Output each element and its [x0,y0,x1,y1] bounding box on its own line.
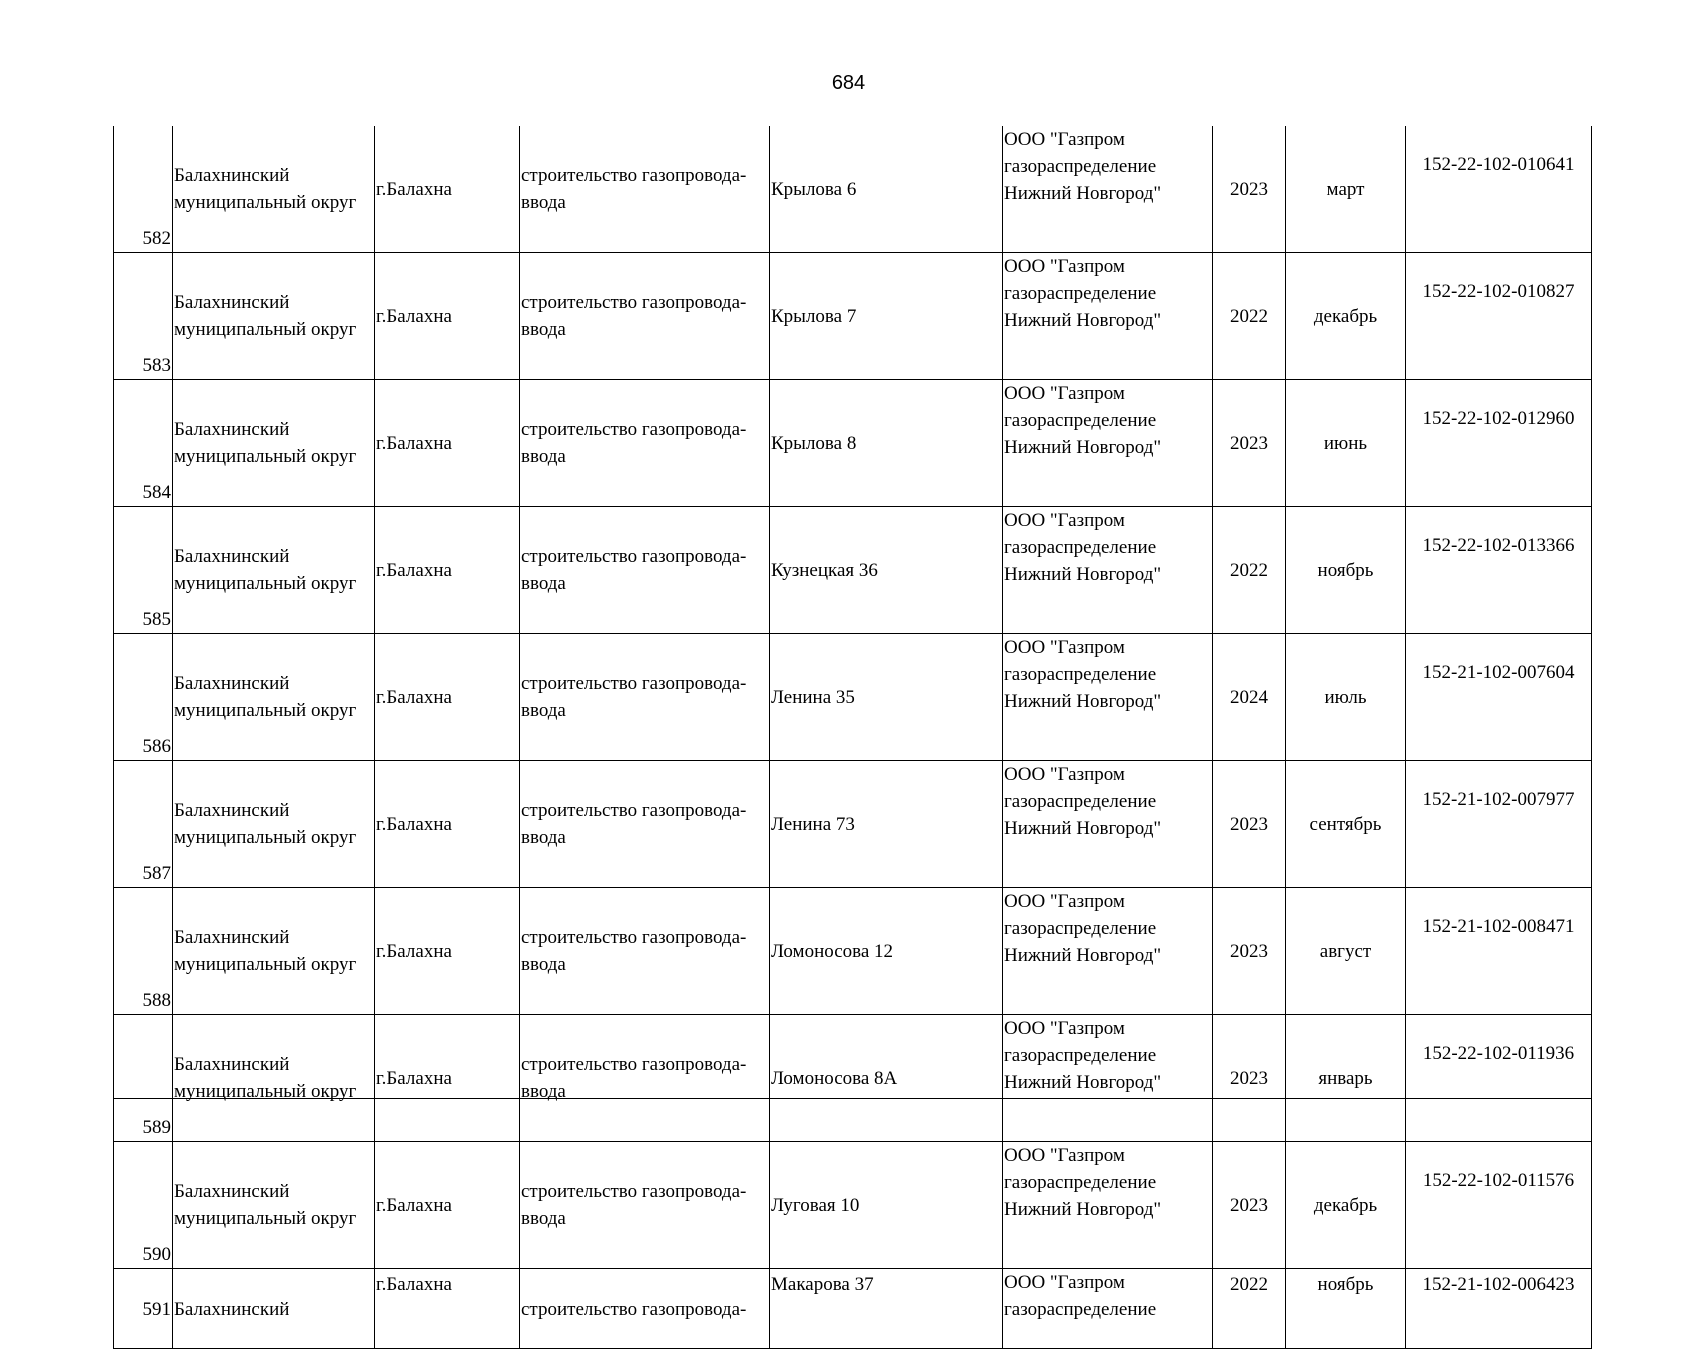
work-type-cell-line: строительство газопровода- [521,292,747,313]
organization-cell-line: ООО "Газпром [1004,891,1125,912]
work-type-cell [520,1142,770,1269]
district-cell-line: муниципальный округ [174,1081,357,1102]
organization-cell-line: газораспределение [1004,156,1157,177]
code-cell: 152-22-102-010641 [1406,126,1592,253]
organization-cell [1003,507,1213,634]
gas-pipeline-table [113,126,1592,1349]
district-cell [173,761,375,888]
table-row [114,634,1592,761]
work-type-cell-line: ввода [521,827,566,848]
district-cell-line: Балахнинский [174,927,290,948]
district-cell-line: Балахнинский [174,1181,290,1202]
work-type-cell-line: строительство газопровода- [521,419,747,440]
year-cell: 2023 [1213,1142,1286,1269]
city-cell: г.Балахна [375,1015,520,1142]
organization-cell-line: Нижний Новгород" [1004,818,1162,839]
address-cell: Ленина 35 [770,634,1003,761]
work-type-cell [520,507,770,634]
code-cell: 152-21-102-007977 [1406,761,1592,888]
year-cell: 2023 [1213,1015,1286,1142]
city-cell: г.Балахна [375,888,520,1015]
row-number-cell: 591 [114,1269,173,1349]
work-type-cell-line: строительство газопровода- [521,927,747,948]
month-cell: декабрь [1286,253,1406,380]
organization-cell-line: газораспределение [1004,918,1157,939]
district-cell-line: муниципальный округ [174,319,357,340]
row-number-cell: 585 [114,507,173,634]
year-cell: 2022 [1213,253,1286,380]
organization-cell [1003,253,1213,380]
month-cell: декабрь [1286,1142,1406,1269]
district-cell-line: Балахнинский [174,165,290,186]
code-cell: 152-22-102-011936 [1406,1015,1592,1142]
organization-cell [1003,380,1213,507]
organization-cell-line: Нижний Новгород" [1004,691,1162,712]
work-type-cell-line: строительство газопровода- [521,673,747,694]
month-cell: март [1286,126,1406,253]
organization-cell-line: ООО "Газпром [1004,510,1125,531]
address-cell: Ломоносова 8А [770,1015,1003,1142]
city-cell: г.Балахна [375,507,520,634]
table-row [114,380,1592,507]
code-cell: 152-22-102-012960 [1406,380,1592,507]
organization-cell-line: Нижний Новгород" [1004,945,1162,966]
row-number-cell: 583 [114,253,173,380]
year-cell: 2023 [1213,888,1286,1015]
district-cell-line: муниципальный округ [174,573,357,594]
address-cell: Луговая 10 [770,1142,1003,1269]
organization-cell-line: газораспределение [1004,1172,1157,1193]
table-row [114,1269,1592,1349]
work-type-cell-line: ввода [521,319,566,340]
year-cell: 2023 [1213,126,1286,253]
organization-cell-line: Нижний Новгород" [1004,183,1162,204]
table-row [114,1142,1592,1269]
table-row [114,507,1592,634]
year-cell: 2022 [1213,1269,1286,1349]
organization-cell-line: газораспределение [1004,664,1157,685]
code-cell: 152-21-102-006423 [1406,1269,1592,1349]
work-type-cell-line: ввода [521,1081,566,1102]
code-cell: 152-22-102-011576 [1406,1142,1592,1269]
organization-cell-line: ООО "Газпром [1004,129,1125,150]
organization-cell-line: Нижний Новгород" [1004,1072,1162,1093]
work-type-cell-line: строительство газопровода- [521,546,747,567]
city-cell: г.Балахна [375,1269,520,1349]
row-number-cell: 588 [114,888,173,1015]
month-cell: июнь [1286,380,1406,507]
district-cell-line: Балахнинский [174,800,290,821]
address-cell: Крылова 8 [770,380,1003,507]
work-type-cell-line: строительство газопровода- [521,1054,747,1075]
work-type-cell-line: ввода [521,954,566,975]
city-cell: г.Балахна [375,761,520,888]
work-type-cell-line: ввода [521,1208,566,1229]
gas-pipeline-table-container [113,126,1591,1320]
address-cell: Макарова 37 [770,1269,1003,1349]
district-cell [173,126,375,253]
month-cell: август [1286,888,1406,1015]
work-type-cell-line: строительство газопровода- [521,1299,747,1320]
row-number-cell: 589 [114,1015,173,1142]
district-cell-line: муниципальный округ [174,954,357,975]
month-cell: июль [1286,634,1406,761]
year-cell: 2022 [1213,507,1286,634]
year-cell: 2023 [1213,380,1286,507]
organization-cell-line: Нижний Новгород" [1004,310,1162,331]
address-cell: Кузнецкая 36 [770,507,1003,634]
organization-cell-line: ООО "Газпром [1004,637,1125,658]
organization-cell [1003,1015,1213,1142]
work-type-cell-line: строительство газопровода- [521,165,747,186]
district-cell-line: муниципальный округ [174,1208,357,1229]
organization-cell [1003,126,1213,253]
work-type-cell-line: ввода [521,573,566,594]
work-type-cell [520,253,770,380]
city-cell: г.Балахна [375,253,520,380]
address-cell: Ломоносова 12 [770,888,1003,1015]
organization-cell-line: ООО "Газпром [1004,383,1125,404]
district-cell [173,507,375,634]
organization-cell-line: ООО "Газпром [1004,1145,1125,1166]
code-cell: 152-22-102-013366 [1406,507,1592,634]
year-cell: 2024 [1213,634,1286,761]
organization-cell-line: ООО "Газпром [1004,1272,1125,1293]
year-cell: 2023 [1213,761,1286,888]
work-type-cell [520,761,770,888]
work-type-cell-line: ввода [521,192,566,213]
organization-cell-line: газораспределение [1004,1299,1157,1320]
district-cell [173,253,375,380]
organization-cell [1003,634,1213,761]
district-cell-line: Балахнинский [174,1054,290,1075]
organization-cell [1003,761,1213,888]
work-type-cell [520,634,770,761]
row-number-cell: 582 [114,126,173,253]
row-number-cell: 590 [114,1142,173,1269]
organization-cell-line: Нижний Новгород" [1004,1199,1162,1220]
district-cell-line: муниципальный округ [174,700,357,721]
city-cell: г.Балахна [375,1142,520,1269]
code-cell: 152-21-102-007604 [1406,634,1592,761]
organization-cell-line: ООО "Газпром [1004,764,1125,785]
code-cell: 152-22-102-010827 [1406,253,1592,380]
district-cell-line: муниципальный округ [174,446,357,467]
district-cell-line: муниципальный округ [174,192,357,213]
organization-cell-line: газораспределение [1004,537,1157,558]
district-cell [173,1015,375,1142]
month-cell: ноябрь [1286,507,1406,634]
organization-cell [1003,1269,1213,1349]
month-cell: сентябрь [1286,761,1406,888]
organization-cell-line: ООО "Газпром [1004,256,1125,277]
work-type-cell [520,1269,770,1349]
organization-cell [1003,888,1213,1015]
city-cell: г.Балахна [375,634,520,761]
work-type-cell-line: ввода [521,446,566,467]
table-row [114,761,1592,888]
address-cell: Крылова 6 [770,126,1003,253]
table-row [114,1015,1592,1142]
month-cell: январь [1286,1015,1406,1142]
organization-cell-line: газораспределение [1004,410,1157,431]
table-row [114,253,1592,380]
table-body [114,126,1592,1349]
organization-cell-line: газораспределение [1004,1045,1157,1066]
organization-cell-line: Нижний Новгород" [1004,437,1162,458]
work-type-cell [520,380,770,507]
organization-cell-line: Нижний Новгород" [1004,564,1162,585]
table-row [114,126,1592,253]
code-cell: 152-21-102-008471 [1406,888,1592,1015]
district-cell-line: Балахнинский [174,419,290,440]
row-number-cell: 584 [114,380,173,507]
organization-cell [1003,1142,1213,1269]
work-type-cell-line: строительство газопровода- [521,800,747,821]
work-type-cell [520,126,770,253]
table-row [114,888,1592,1015]
district-cell [173,1269,375,1349]
organization-cell-line: ООО "Газпром [1004,1018,1125,1039]
district-cell-line: Балахнинский [174,1299,290,1320]
district-cell-line: Балахнинский [174,673,290,694]
district-cell [173,1142,375,1269]
row-number-cell: 586 [114,634,173,761]
city-cell: г.Балахна [375,126,520,253]
district-cell-line: муниципальный округ [174,827,357,848]
row-number-cell: 587 [114,761,173,888]
district-cell [173,888,375,1015]
address-cell: Ленина 73 [770,761,1003,888]
address-cell: Крылова 7 [770,253,1003,380]
organization-cell-line: газораспределение [1004,791,1157,812]
district-cell-line: Балахнинский [174,292,290,313]
page-number: 684 [831,72,866,94]
district-cell-line: Балахнинский [174,546,290,567]
district-cell [173,380,375,507]
work-type-cell-line: строительство газопровода- [521,1181,747,1202]
work-type-cell [520,888,770,1015]
district-cell [173,634,375,761]
work-type-cell-line: ввода [521,700,566,721]
month-cell: ноябрь [1286,1269,1406,1349]
organization-cell-line: газораспределение [1004,283,1157,304]
city-cell: г.Балахна [375,380,520,507]
work-type-cell [520,1015,770,1142]
